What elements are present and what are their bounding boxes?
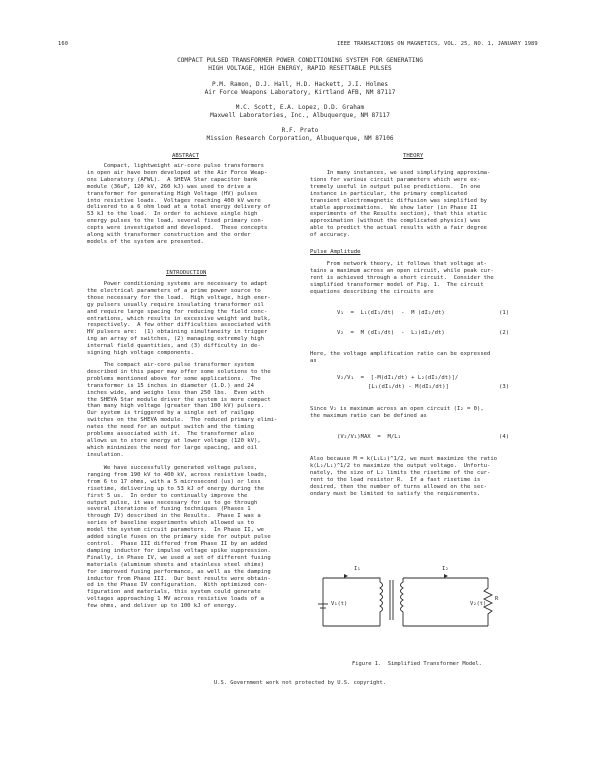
copyright-footer: U.S. Government work not protected by U.S. copyright. [213,680,386,686]
text-line: module (36uF, 120 kV, 260 kJ) was used to drive a [87,183,251,190]
text-line: signing high voltage components. [87,350,194,357]
text-line: models of the system are presented. [87,238,204,245]
text-line: desired, then the number of turns allowed on the sec- [310,483,487,490]
theory-paragraph [310,170,490,239]
closing-paragraph [310,456,497,497]
paper-title-line-2: HIGH VOLTAGE, HIGH ENERGY, RAPID RESETTABLE PULSES [208,65,392,72]
secondary-coil [401,578,404,626]
text-line: From network theory, it follows that voltage at- [310,261,487,267]
text-line: experiments of the Results section), that this static [310,211,487,218]
text-line: In many instances, we used simplifying approxima- [310,170,491,176]
text-line: inches wide, and weighs less than 250 lbs. Even with [87,389,264,396]
text-line: ondary must be limited to satisfy the requirements. [310,490,481,497]
text-line: 53 kJ to the load. In order to achieve single high [87,211,258,218]
text-line: nately, the size of L₂ limits the risetime of the cur- [310,469,491,476]
text-line: tremely useful in output pulse predictions. In one [310,183,481,190]
i1-label: I₁ [354,566,361,572]
text-line: of accuracy. [310,232,351,239]
text-line: through IV) described in the Results. Phase I was a [87,513,261,520]
text-line: for improved fusing performance, as well as the damping [87,568,271,575]
text-line: voltages approaching 1 MV across resistive loads of a [87,596,264,603]
text-line: series of baseline experiments which allowed us to [87,520,254,527]
i1-arrow [344,574,348,578]
text-line: nates the need for an output switch and the timing [87,424,254,431]
v2-label: V₂(t) [470,601,487,607]
journal-header: IEEE TRANSACTIONS ON MAGNETICS, VOL. 25, NO. 1, JANUARY 1989 [337,41,538,47]
text-line: Compact, lightweight air-core pulse transformers [87,163,264,169]
abstract-heading: ABSTRACT [172,153,199,159]
text-line: equations describing the circuits are [310,288,434,295]
abstract-body [87,163,271,246]
equation-3-intro: Here, the voltage amplification ratio can be expressed as [310,351,491,364]
text-line: internal field quantities, and (3) difficulty in de- [87,343,261,350]
text-line: damping inductor for impulse voltage spike suppression. [87,547,271,554]
introduction-heading: INTRODUCTION [166,270,207,276]
text-line: HV pulsers are: (1) obtaining simultaneity in trigger [87,329,268,336]
text-line: energy pulses to the load, several fixed primary con- [87,218,264,225]
author-affiliation-1: Air Force Weapons Laboratory, Kirtland AFB, NM 87117 [204,89,396,96]
text-line: transformer is 15 inches in diameter (1.D.) and 24 [87,382,254,389]
text-line: ing an array of switches, (2) managing extremely high [87,336,264,343]
i2-arrow [444,574,448,578]
introduction-paragraph-3 [87,465,271,610]
text-line: in open air have been developed at the Air Force Weap- [87,169,268,176]
text-line: risetime, delivering up to 53 kJ of energy during the [87,485,264,492]
text-line: and require large spacing for reducing the field conc- [87,308,268,315]
equation-4: (V₂/V₁)MAX = M/L₁ [337,434,401,440]
text-line: respectively. A few other difficulties associated with [87,322,271,329]
author-affiliation-3: Mission Research Corporation, Albuquerque, NM 87106 [206,135,394,142]
introduction-paragraph-1 [87,281,271,357]
text-line: inductor from Phase III. Our best results were obtain- [87,575,271,582]
equation-1-number: (1) [499,310,510,316]
primary-coil [368,578,383,626]
equation-2-number: (2) [499,330,510,336]
equation-3-line-1: V₂/V₁ = [-M(dI₁/dt) + L₂(dI₂/dt)]/ [337,375,459,381]
text-line: The compact air-core pulse transformer system [87,362,254,368]
text-line: rent is achieved through a short circuit. Consider the [310,274,494,281]
i2-label: I₂ [442,566,449,572]
text-line: transient electromagnetic diffusion was simplified by [310,197,487,204]
text-line: transformer for generating High Voltage (HV) pulses [87,190,258,197]
text-line: able to predict the actual results with a fair degree [310,225,487,232]
text-line: ranging from 190 kV to 400 kV, across resistive loads, [87,471,268,478]
text-line: allows us to store energy at lower voltage (120 kV), [87,437,261,444]
text-line: simplified transformer model of Fig. 1. The circuit [310,281,484,288]
text-line: delivered to a 6 ohm load at a total energy delivery of [87,204,271,211]
text-line: first 5 us. In order to continually improve the [87,492,248,499]
equation-3-line-2: [L₁(dI₁/dt) - M(dI₂/dt)] [368,384,449,390]
text-line: instance in particular, the primary complicated [310,190,467,197]
text-line: described in this paper may offer some solutions to the [87,368,271,375]
equation-4-number: (4) [499,434,510,440]
transformer-schematic [318,560,518,646]
text-line: which minimizes the need for large spacing, and oil [87,444,258,451]
text-line: gy pulsers usually require insulating transformer oil [87,301,264,308]
text-line: few ohms, and deliver up to 100 kJ of energy. [87,603,238,610]
pulse-amplitude-heading: Pulse Amplitude [310,249,361,255]
text-line: materials (aluminum sheets and stainless steel shims) [87,561,264,568]
text-line: switches on the SHEVA module. The reduced primary elimi- [87,417,278,424]
text-line: stable approximations. We show later (in Phase II [310,204,477,211]
text-line: than many high voltage (greater than 100 kV) pulsers. [87,403,264,410]
text-line: approximation (without the complicated physics) was [310,218,481,225]
text-line: along with transformer construction and the order [87,232,251,239]
text-line: tains a maximum across an open circuit, while peak cur- [310,267,494,274]
text-line: from 6 to 17 ohms, with a 5 microsecond (us) or less [87,478,261,485]
equation-3-number: (3) [499,384,510,390]
text-line: problems associated with it. The transformer also [87,431,254,438]
pulse-amplitude-paragraph [310,261,494,296]
text-line: added single fuses on the primary side for output pulse [87,534,271,541]
text-line: insulation. [87,451,124,458]
v1-label: V₁(t) [331,601,348,607]
text-line: model the system circuit parameters. In Phase II, we [87,527,264,534]
text-line: the electrical parameters of a prime power source to [87,287,261,294]
text-line: Finally, in Phase IV, we used a set of different fusing [87,554,271,561]
paper-title-line-1: COMPACT PULSED TRANSFORMER POWER CONDITIONING SYSTEM FOR GENERATING [177,57,423,64]
text-line: several iterations of fusing techniques (Phases 1 [87,506,251,513]
text-line: entrations, which results in excessive weight and bulk, [87,315,271,322]
equation-4-intro: Since V₂ is maximum across an open circuit (I₂ = 0), the maximum ratio can be defined as [310,406,484,419]
text-line: those necessary for the load. High voltage, high ener- [87,294,271,301]
text-line: Our system is triggered by a single set of railgap [87,410,254,417]
text-line: ons Laboratory (AFWL). A SHEVA Star capacitor bank [87,176,258,183]
author-affiliation-2: Maxwell Laboratories, Inc., Albuquerque, NM 87117 [210,112,390,119]
equation-2: V₂ = M (dI₁/dt) - L₂(dI₂/dt) [337,330,445,336]
text-line: the SHEVA Star module driver the system is more compact [87,396,271,403]
text-line: figuration and materials, this system could generate [87,589,261,596]
text-line: Also because M = k(L₁L₂)^1/2, we must maximize the ratio [310,456,498,462]
text-line: tions for various circuit parameters which were ex- [310,176,481,183]
text-line: cepts were investigated and developed. These concepts [87,225,268,232]
text-line: k(L₂/L₁)^1/2 to maximize the output voltage. Unfortu- [310,462,491,469]
text-line: ed in the Phase IV configuration. With optimized con- [87,582,268,589]
text-line: control. Phase III differed from Phase II by an added [87,540,268,547]
theory-heading: THEORY [403,153,424,159]
text-line: into resistive loads. Voltages reaching 400 kV were [87,197,261,204]
text-line: output pulse, it was necessary for us to go through [87,499,258,506]
author-names-2: M.C. Scott, E.A. Lopez, D.D. Graham [235,104,365,111]
load-label: R [495,596,499,602]
text-line: Power conditioning systems are necessary to adapt [87,281,268,287]
author-names-1: P.M. Ramon, D.J. Hall, H.D. Hackett, J.I. Holmes [211,81,389,88]
text-line: We have successfully generated voltage pulses, [87,465,258,471]
text-line: rent to the load resistor R. If a fast risetime is [310,476,481,483]
page-number: 160 [58,41,69,47]
introduction-paragraph-2 [87,362,277,459]
equation-1: V₁ = L₁(dI₁/dt) - M (dI₂/dt) [337,310,445,316]
author-names-3: R.F. Prato [281,127,319,134]
text-line: problems mentioned above for some applications. The [87,375,261,382]
figure-1-caption: Figure 1. Simplified Transformer Model. [352,661,482,667]
